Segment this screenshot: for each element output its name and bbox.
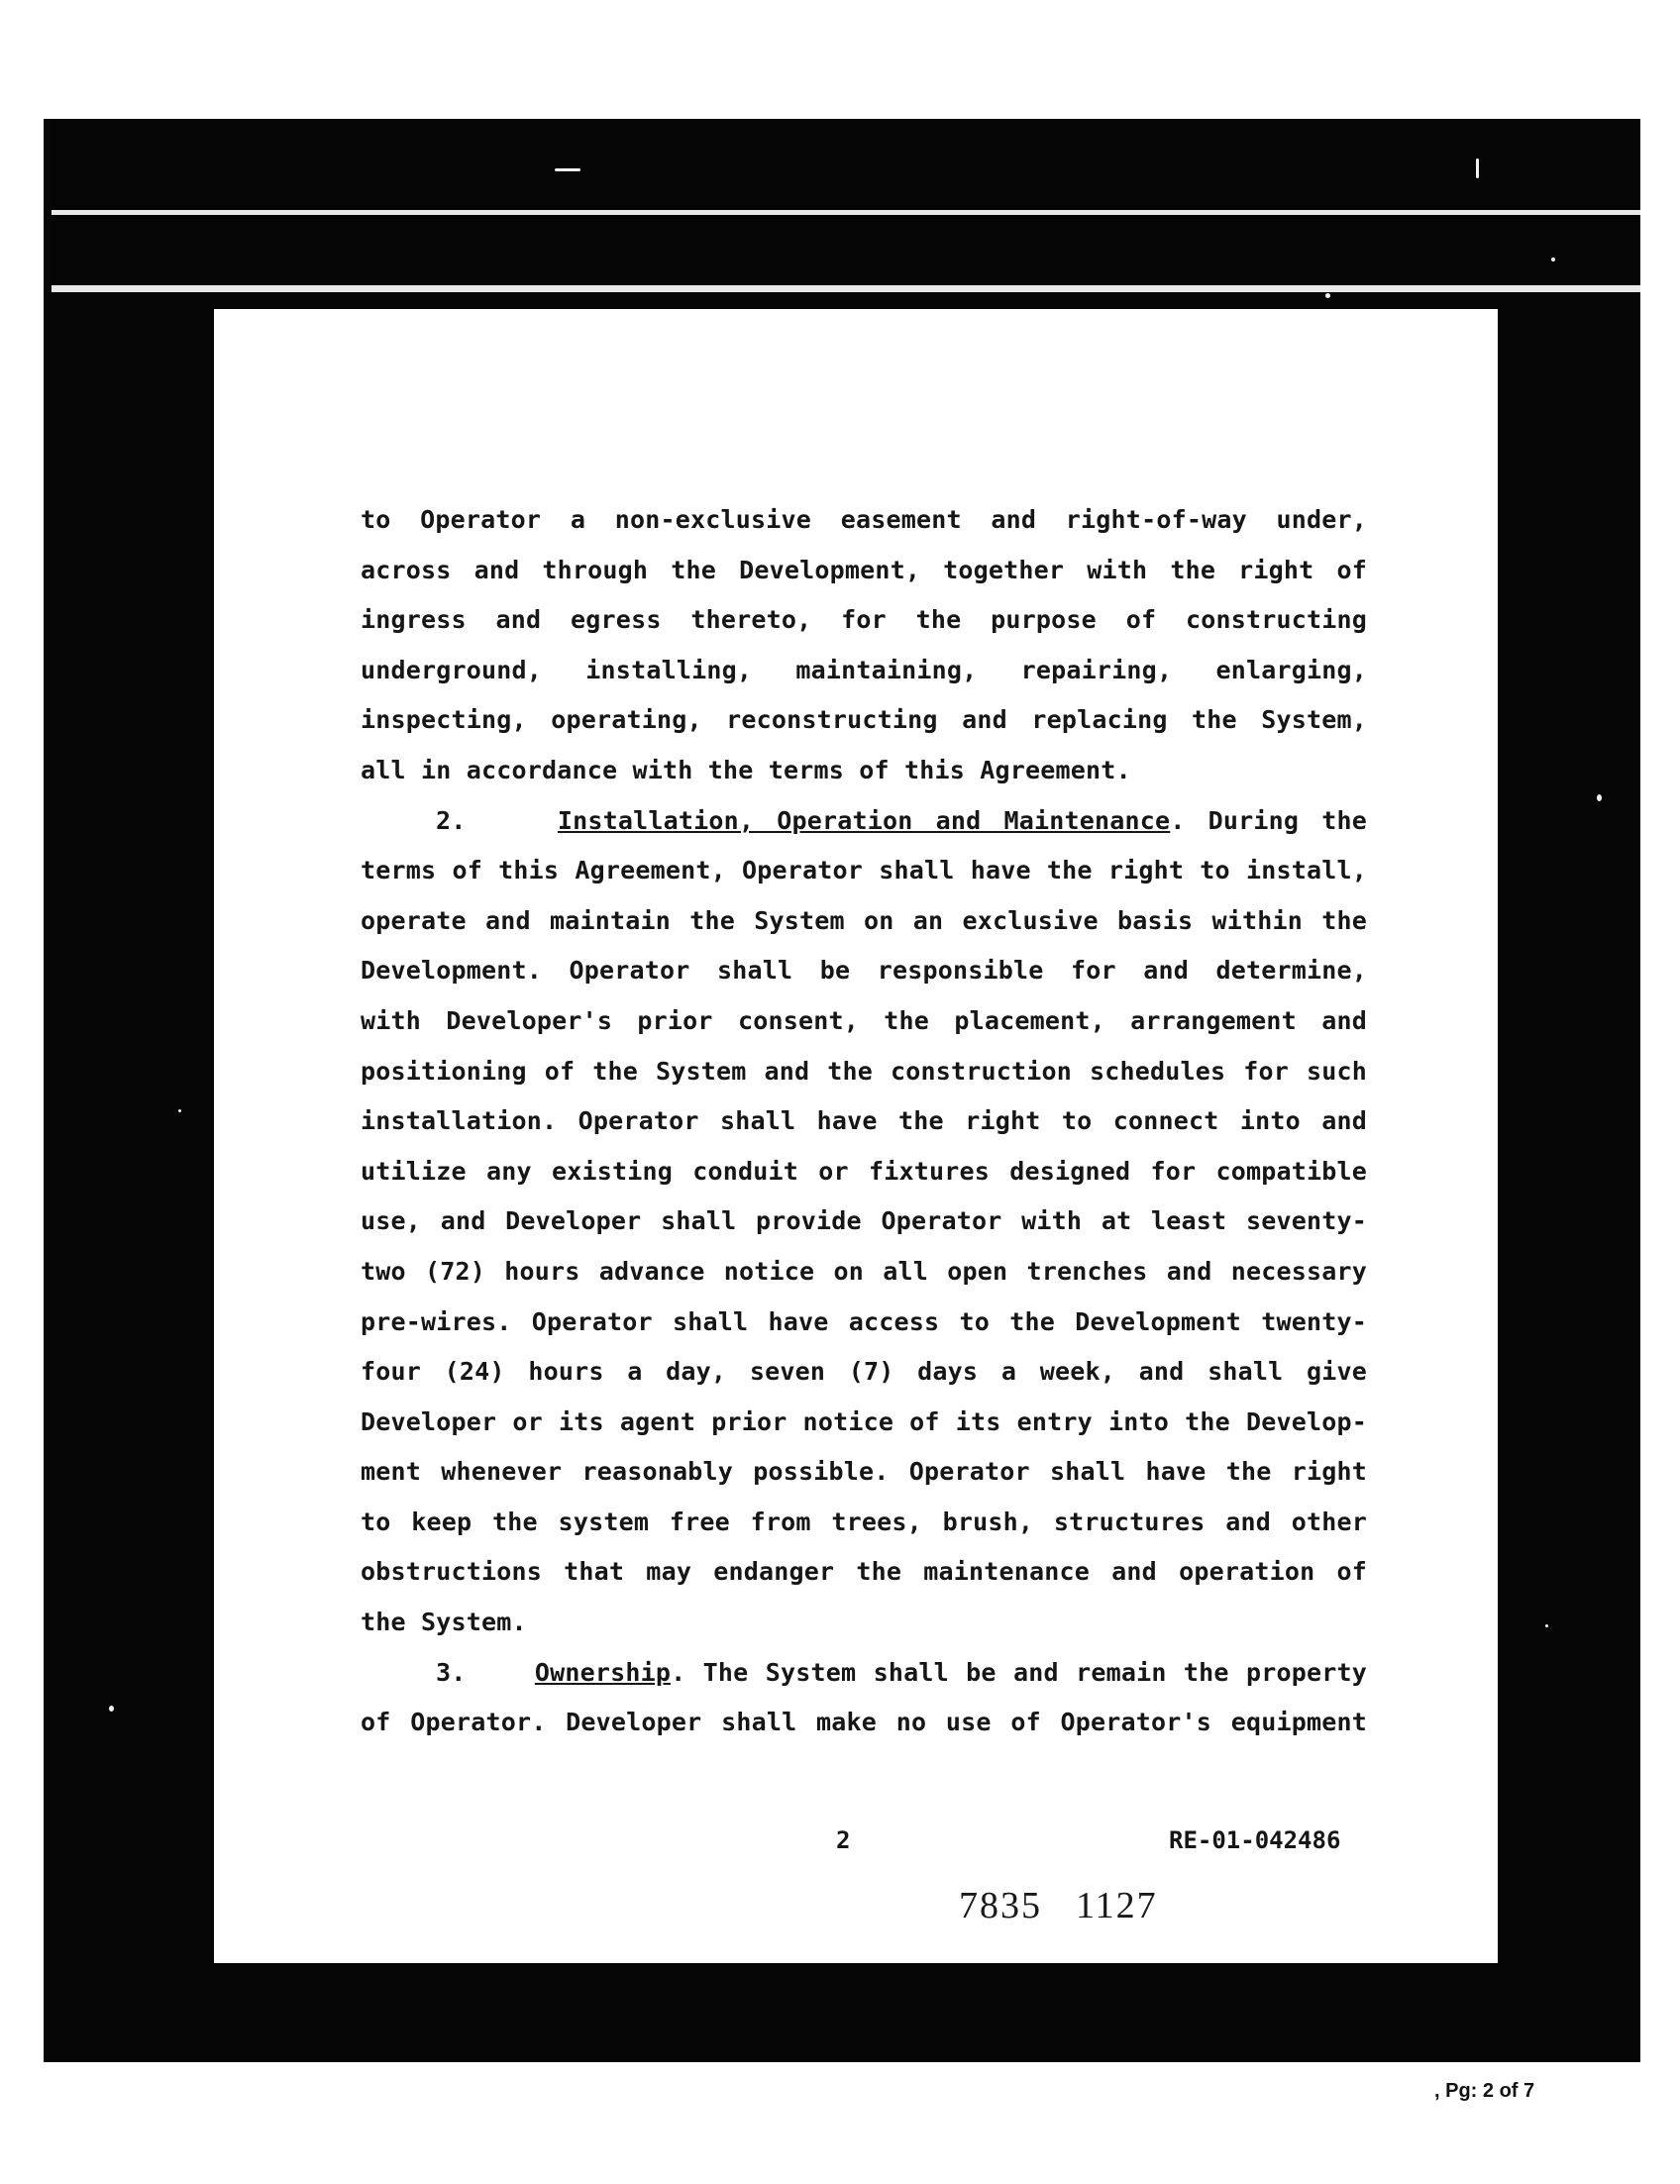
body-line: to Operator a non-exclusive easement and right-of-way under,: [361, 505, 1367, 534]
section-3-heading-line: [361, 1648, 1367, 1699]
scan-speck: [109, 1706, 114, 1712]
page-indicator: , Pg: 2 of 7: [1434, 2080, 1535, 2102]
scan-speck: [1597, 794, 1602, 801]
body-line: Development. Operator shall be responsible for and determine,: [361, 956, 1367, 986]
recording-stamp: [959, 1884, 1158, 1927]
section-number: 3.: [436, 1657, 467, 1687]
body-line: all in accordance with the terms of this Agreement.: [361, 755, 1131, 784]
body-line: Developer or its agent prior notice of its entry into the Develop-: [361, 1406, 1367, 1436]
body-line: two (72) hours advance notice on all open trenches and necessary: [361, 1256, 1367, 1286]
body-line: ment whenever reasonably possible. Operator shall have the right: [361, 1457, 1367, 1487]
body-line: ingress and egress thereto, for the purpose of constructing: [361, 605, 1367, 635]
body-line: obstructions that may endanger the maintenance and operation of: [361, 1557, 1367, 1587]
scan-speck: [1325, 293, 1330, 298]
agreement-body: [361, 495, 1367, 1748]
section-2-heading-line: [361, 796, 1367, 847]
body-line: operate and maintain the System on an exclusive basis within the: [361, 905, 1367, 935]
section-heading: Ownership: [534, 1657, 672, 1687]
recording-book: 7835: [959, 1885, 1042, 1926]
section-heading-continuation: . The System shall be and remain the property: [671, 1657, 1367, 1687]
body-line: use, and Developer shall provide Operator with at least seventy-: [361, 1206, 1367, 1236]
scan-artifact-line: [52, 285, 1640, 292]
section-number: 2.: [436, 805, 467, 835]
body-line: installation. Operator shall have the right to connect into and: [361, 1106, 1367, 1136]
scan-artifact-line: [52, 210, 1640, 215]
scan-top-band: [52, 119, 1640, 289]
body-line: inspecting, operating, reconstructing and replacing the System,: [361, 705, 1367, 735]
scan-speck: [1545, 1624, 1548, 1627]
body-line: across and through the Development, together with the right of: [361, 555, 1367, 584]
section-heading: Installation, Operation and Maintenance: [557, 805, 1171, 835]
section-heading-continuation: . During the: [1170, 805, 1367, 835]
body-line: positioning of the System and the construction schedules for such: [361, 1056, 1367, 1086]
scan-speck: [555, 168, 580, 171]
body-line: with Developer's prior consent, the placement, arrangement and: [361, 1005, 1367, 1035]
body-line: underground, installing, maintaining, repairing, enlarging,: [361, 655, 1367, 684]
document-id: RE-01-042486: [1169, 1826, 1341, 1854]
scan-speck: [1476, 158, 1479, 178]
scan-speck: [1551, 258, 1555, 261]
body-line: four (24) hours a day, seven (7) days a week, and shall give: [361, 1357, 1367, 1387]
body-line: terms of this Agreement, Operator shall have the right to install,: [361, 856, 1367, 885]
body-line: to keep the system free from trees, brush, structures and other: [361, 1507, 1367, 1536]
body-line: of Operator. Developer shall make no use of Operator's equipment: [361, 1708, 1367, 1737]
body-line: utilize any existing conduit or fixtures designed for compatible: [361, 1156, 1367, 1186]
body-line: the System.: [361, 1608, 527, 1637]
scan-speck: [178, 1109, 181, 1112]
page-number: 2: [836, 1826, 851, 1854]
recording-page: 1127: [1076, 1885, 1158, 1926]
body-line: pre-wires. Operator shall have access to the Development twenty-: [361, 1306, 1367, 1336]
